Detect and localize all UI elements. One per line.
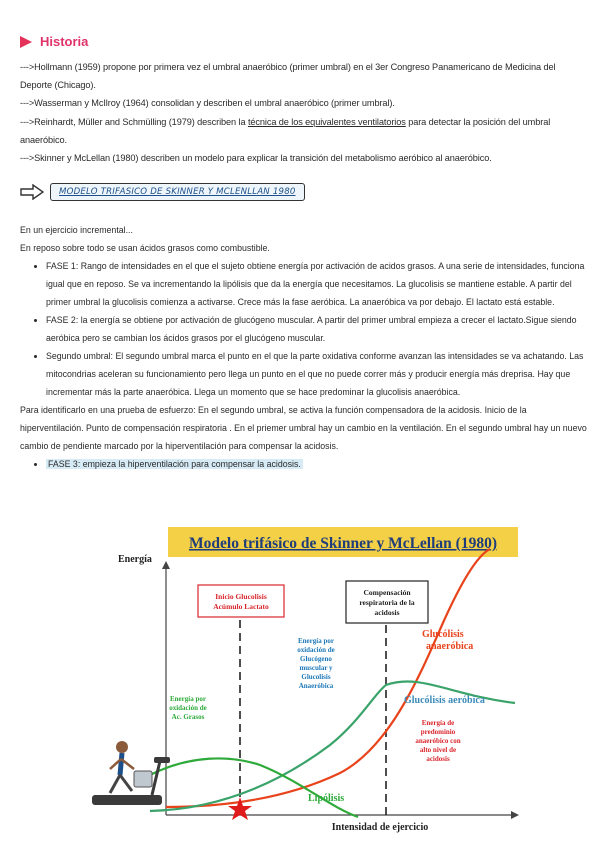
y-axis-arrow-icon: [162, 561, 170, 569]
box2-line2: respiratoria de la: [359, 598, 415, 607]
label-aerobica: Glucólisis aeróbica: [404, 695, 485, 706]
history-text: --->Reinhardt, Müller and Schmülling (1979) describen la: [20, 116, 248, 127]
predominio-line: predominio: [420, 728, 456, 736]
glucogeno-line: Anaeróbica: [298, 682, 334, 690]
history-text: para detectar la posición del umbral anaeróbico.: [20, 116, 551, 145]
list-item-fase3: [46, 455, 590, 473]
list-item-fase1: • FASE 1: Rango de intensidades en el que el sujeto obtiene energía por activación de acidos grasos. A una serie de intensidades, funciona igual que en reposo. Se va incrementando la lipólisis que da la energía que necesitamos. La glucolisis se mantiene estable. A partir del primer umbral la glucolisis comienza a activarse. Crece más la fase aeróbica. La anaeróbica va por debajo. El lactato está estable.: [46, 257, 590, 311]
figure-svg: [90, 525, 530, 845]
history-line-wasserman: --->Wasserman y McIlroy (1964) consolidan y describen el umbral anaeróbico (primer umbral).: [20, 98, 395, 109]
predominio-line: anaeróbico con: [415, 737, 461, 745]
model-link[interactable]: MODELO TRIFASICO DE SKINNER Y MCLENLLAN 1980: [50, 183, 305, 201]
paragraph-identificacion: Para identificarlo en una prueba de esfuerzo: En el segundo umbral, se activa la función compensadora de la acidosis. Inicio de la hiperventilación. Punto de compensación respiratoria . En el priemer umbral hay un cambio en la ventilación. En el segundo umbral hay un nuevo cambio de pendiente marcado por la hiperventilación para compensar la acidosis.: [20, 405, 587, 451]
glucogeno-line: Glucógeno: [300, 655, 332, 663]
box2-line3: acidosis: [374, 608, 400, 617]
box1-line2: Acúmulo Lactato: [213, 602, 269, 611]
list-item-fase2: • FASE 2: la energía se obtiene por activación de glucógeno muscular. A partir del primer umbral empieza a crecer el lactato.Sigue siendo aeróbica pero se cambian los ácidos grasos por el glucógeno muscular.: [46, 311, 590, 347]
grasos-line: oxidación de: [169, 704, 207, 712]
history-line-hollmann: --->Hollmann (1959) propone por primera vez el umbral anaeróbico (primer umbral) en el 3er Congreso Panamericano de Medicina del Deporte (Chicago).: [20, 62, 556, 91]
phase-list: [20, 257, 590, 401]
skinner-mclellan-figure: [90, 525, 530, 845]
intro-line: En reposo sobre todo se usan ácidos grasos como combustible.: [20, 243, 270, 253]
box2-line1: Compensación: [363, 588, 411, 597]
history-line-reinhardt: [20, 113, 585, 149]
label-anaerobica-2: anaeróbica: [426, 641, 474, 652]
glucogeno-line: Energía por: [298, 637, 334, 645]
treadmill-runner-icon: [92, 741, 170, 805]
section-heading: [20, 34, 88, 49]
fase3-text: FASE 3: empieza la hiperventilación para compensar la acidosis.: [48, 459, 301, 469]
triangle-bullet-icon: [20, 36, 32, 48]
label-predominio: [415, 719, 460, 763]
section-title: Historia: [40, 34, 89, 49]
x-axis-arrow-icon: [511, 811, 519, 819]
arrow-right-outline-icon: [20, 184, 44, 200]
label-lipolisis: Lipólisis: [308, 793, 345, 804]
glucogeno-line: oxidación de: [297, 646, 335, 654]
figure-title: Modelo trifásico de Skinner y McLellan (1980): [189, 535, 497, 552]
box-inicio-glucolisis: [198, 585, 284, 617]
label-anaerobica-1: Glucólisis: [422, 629, 464, 640]
label-glucogeno: [297, 637, 335, 690]
y-axis-label: Energía: [118, 554, 152, 565]
intro-line: En un ejercicio incremental...: [20, 225, 133, 235]
phase-list: [20, 455, 590, 473]
grasos-line: Energía por: [170, 695, 206, 703]
history-line-skinner: --->Skinner y McLellan (1980) describen un modelo para explicar la transición del metabolismo aeróbico al anaeróbico.: [20, 153, 492, 164]
model-callout: [20, 183, 305, 201]
glucogeno-line: muscular y: [299, 664, 333, 672]
list-item-segundo-umbral: • Segundo umbral: El segundo umbral marca el punto en el que la parte oxidativa conforme avanzan las intensidades se va achatando. Las mitocondrias aceleran su funcionamiento pero llega un punto en el que no puede correr más y producir energía más dreprisa. Hay que incrementar más la parte anaeróbica. Llega un momento que se hace predominar la glucolisis anaeróbica.: [46, 347, 590, 401]
body-text: [20, 221, 590, 473]
history-list: [20, 58, 585, 167]
glucogeno-line: Glucolisis: [301, 673, 331, 681]
predominio-line: alto nivel de: [419, 746, 457, 754]
box1-line1: Inicio Glucolisis: [215, 592, 267, 601]
grasos-line: Ac. Grasos: [171, 713, 205, 721]
predominio-line: Energía de: [421, 719, 455, 727]
underlined-term: técnica de los equivalentes ventilatorios: [247, 116, 406, 127]
x-axis-label: Intensidad de ejercicio: [331, 822, 429, 833]
label-grasos: [169, 695, 207, 721]
predominio-line: acidosis: [426, 755, 450, 763]
